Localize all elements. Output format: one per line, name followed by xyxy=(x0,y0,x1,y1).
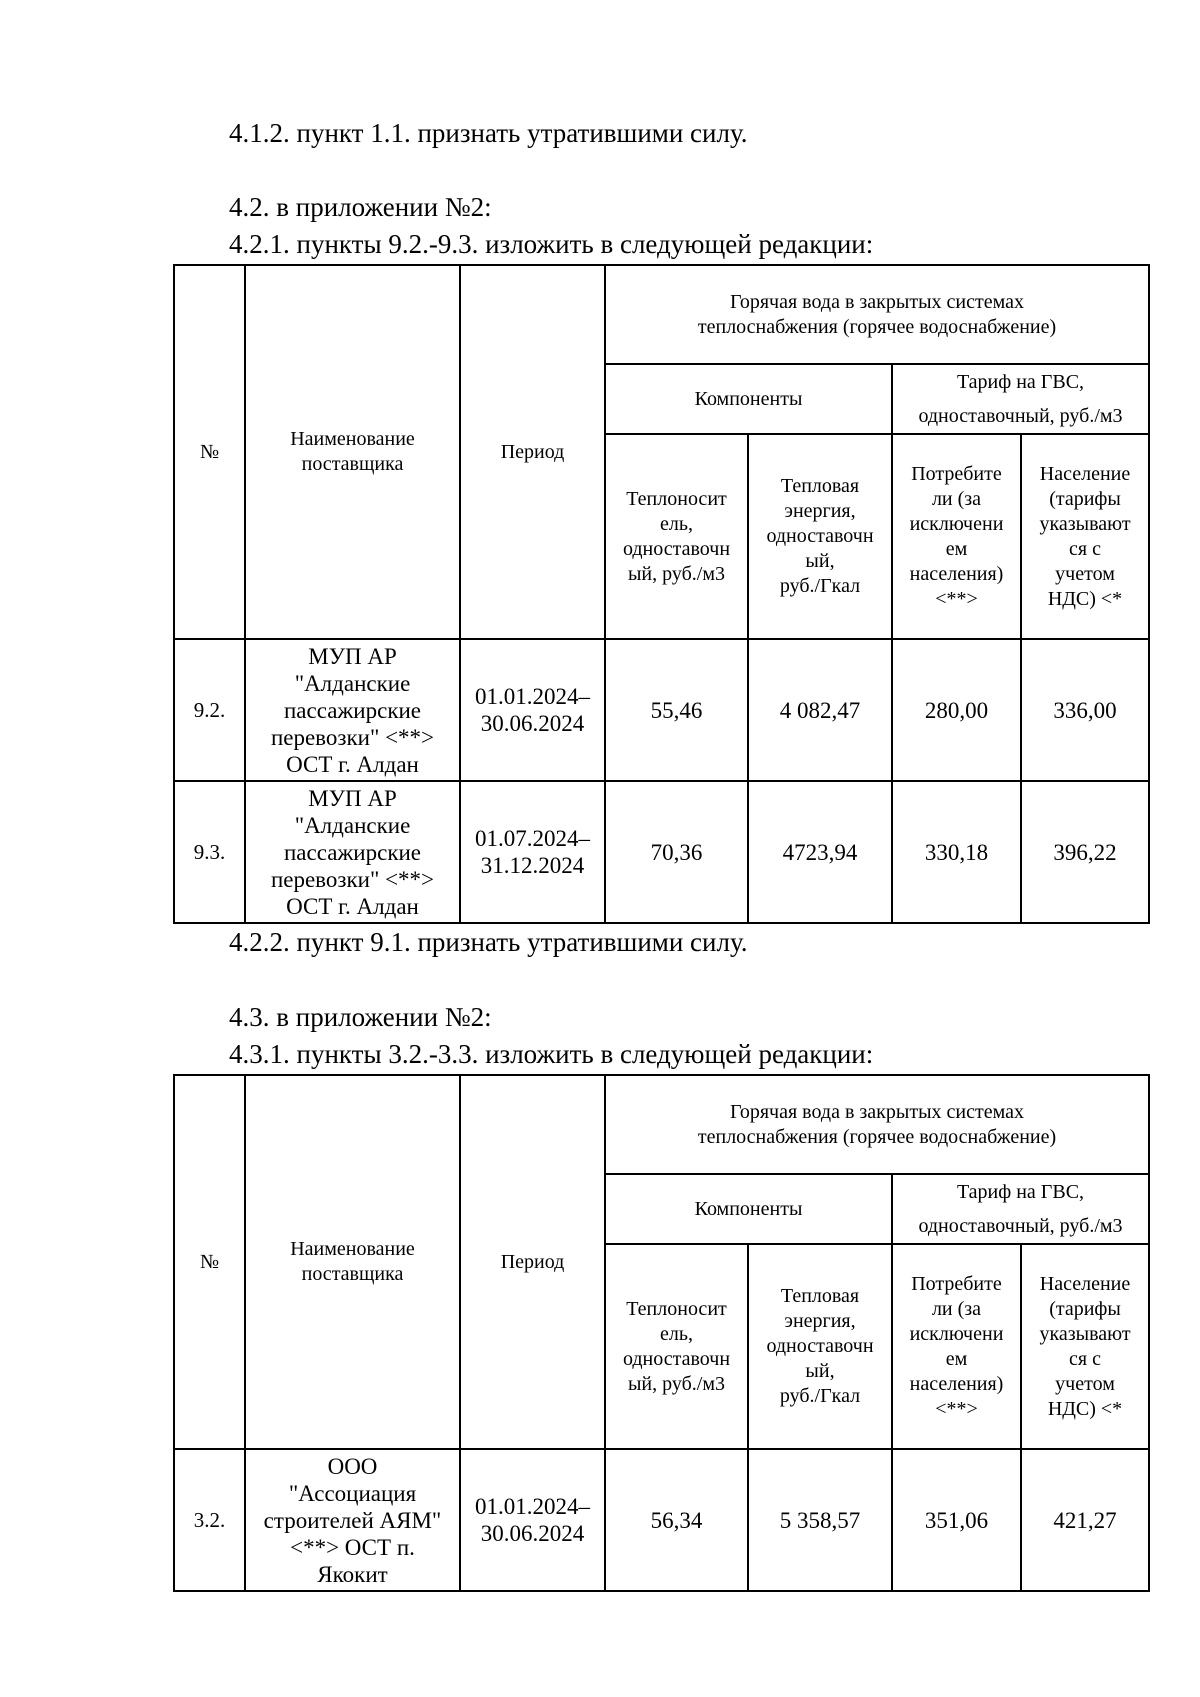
header-heat-energy: Тепловая энергия, одноставочн ый, руб./Гкал xyxy=(748,1244,892,1449)
row-supplier: ООО "Ассоциация строителей АЯМ" <**> ОСТ п. Якокит xyxy=(245,1449,460,1591)
paragraph-4-2: 4.2. в приложении №2: xyxy=(229,192,492,222)
row-consumers: 280,00 xyxy=(892,639,1021,781)
row-heat-energy: 4 082,47 xyxy=(748,639,892,781)
row-number: 3.2. xyxy=(174,1449,245,1591)
header-heat-carrier: Теплоносит ель, одноставочн ый, руб./м3 xyxy=(605,1244,748,1449)
row-period: 01.01.2024– 30.06.2024 xyxy=(460,639,605,781)
header-period: Период xyxy=(460,265,605,639)
header-heat-energy: Тепловая энергия, одноставочн ый, руб./Гкал xyxy=(748,434,892,639)
header-population: Население (тарифы указывают ся с учетом НДС) <* xyxy=(1021,434,1149,639)
row-number: 9.2. xyxy=(174,639,245,781)
header-period: Период xyxy=(460,1075,605,1449)
header-number: № xyxy=(174,1075,245,1449)
row-population: 336,00 xyxy=(1021,639,1149,781)
row-heat-carrier: 55,46 xyxy=(605,639,748,781)
paragraph-4-3-1: 4.3.1. пункты 3.2.-3.3. изложить в следующей редакции: xyxy=(229,1039,874,1069)
header-number: № xyxy=(174,265,245,639)
header-heat-carrier: Теплоносит ель, одноставочн ый, руб./м3 xyxy=(605,434,748,639)
row-population: 396,22 xyxy=(1021,781,1149,923)
row-heat-carrier: 56,34 xyxy=(605,1449,748,1591)
header-hot-water-group: Горячая вода в закрытых системах теплоснабжения (горячее водоснабжение) xyxy=(605,1075,1149,1174)
tariff-table-1 xyxy=(173,264,1150,924)
row-population: 421,27 xyxy=(1021,1449,1149,1591)
header-consumers: Потребите ли (за исключени ем населения) <**> xyxy=(892,434,1021,639)
header-tariff: Тариф на ГВС, одноставочный, руб./м3 xyxy=(892,364,1149,434)
paragraph-4-3: 4.3. в приложении №2: xyxy=(229,1002,492,1032)
row-period: 01.01.2024– 30.06.2024 xyxy=(460,1449,605,1591)
row-heat-energy: 4723,94 xyxy=(748,781,892,923)
table-row xyxy=(174,639,1149,781)
table-row xyxy=(174,781,1149,923)
header-consumers: Потребите ли (за исключени ем населения) <**> xyxy=(892,1244,1021,1449)
header-components: Компоненты xyxy=(605,1174,892,1244)
tariff-table-2 xyxy=(173,1074,1150,1592)
paragraph-4-2-1: 4.2.1. пункты 9.2.-9.3. изложить в следующей редакции: xyxy=(229,229,874,259)
row-supplier: МУП АР "Алданские пассажирские перевозки" <**> ОСТ г. Алдан xyxy=(245,781,460,923)
row-heat-carrier: 70,36 xyxy=(605,781,748,923)
header-tariff: Тариф на ГВС, одноставочный, руб./м3 xyxy=(892,1174,1149,1244)
row-supplier: МУП АР "Алданские пассажирские перевозки" <**> ОСТ г. Алдан xyxy=(245,639,460,781)
header-supplier: Наименование поставщика xyxy=(245,1075,460,1449)
row-heat-energy: 5 358,57 xyxy=(748,1449,892,1591)
header-hot-water-group: Горячая вода в закрытых системах теплоснабжения (горячее водоснабжение) xyxy=(605,265,1149,364)
table-row xyxy=(174,1449,1149,1591)
header-components: Компоненты xyxy=(605,364,892,434)
paragraph-4-2-2: 4.2.2. пункт 9.1. признать утратившими силу. xyxy=(229,927,748,957)
paragraph-4-1-2: 4.1.2. пункт 1.1. признать утратившими силу. xyxy=(229,118,748,148)
header-population: Население (тарифы указывают ся с учетом НДС) <* xyxy=(1021,1244,1149,1449)
row-number: 9.3. xyxy=(174,781,245,923)
row-consumers: 330,18 xyxy=(892,781,1021,923)
row-consumers: 351,06 xyxy=(892,1449,1021,1591)
row-period: 01.07.2024– 31.12.2024 xyxy=(460,781,605,923)
header-supplier: Наименование поставщика xyxy=(245,265,460,639)
